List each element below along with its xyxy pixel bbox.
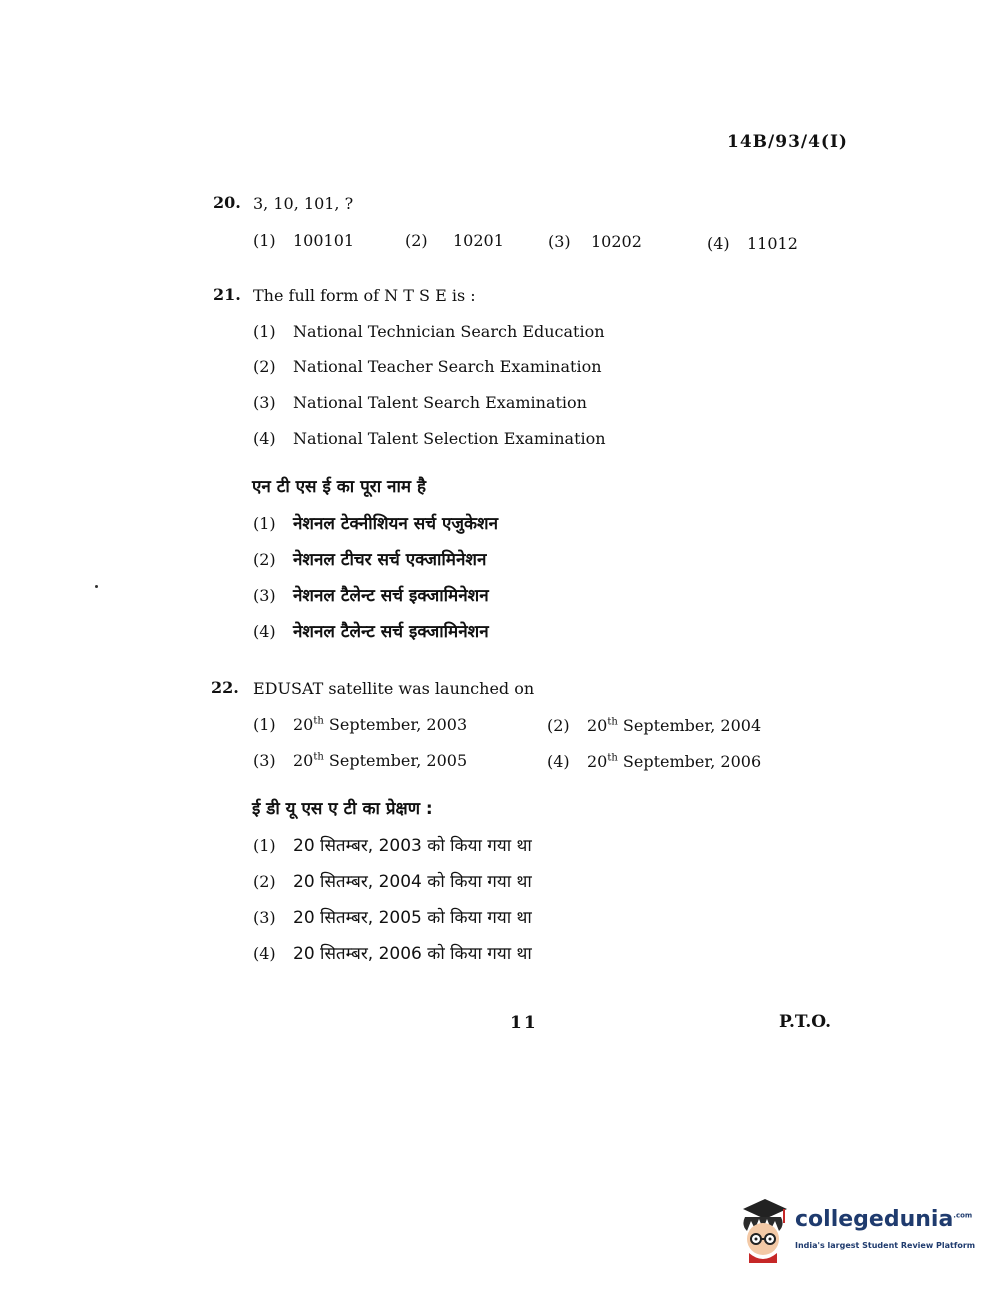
option-item (253, 357, 602, 376)
option-item (707, 234, 798, 253)
hindi-option-item (253, 547, 486, 570)
page-number: 11 (510, 1013, 538, 1033)
question-text: The full form of N T S E is : (253, 286, 476, 305)
option-day: 20 (293, 751, 314, 770)
option-day-suffix: th (607, 716, 618, 728)
option-text: 11012 (747, 234, 798, 253)
option-text: September, 2006 (617, 752, 762, 771)
option-number: (2) (253, 550, 276, 569)
question-number: 20. (213, 193, 241, 212)
question-text: 3, 10, 101, ? (253, 194, 354, 213)
option-day: 20 (587, 716, 608, 735)
option-number: (1) (253, 836, 276, 855)
hindi-option-item (253, 619, 489, 642)
option-text: नेशनल टेक्नीशियन सर्च एजुकेशन (293, 514, 499, 534)
option-item (253, 751, 467, 770)
option-item (405, 231, 504, 250)
option-number: (3) (253, 586, 276, 605)
option-number: (2) (253, 872, 276, 891)
option-number: (4) (253, 622, 276, 641)
question-number: 22. (211, 678, 239, 697)
option-number: (4) (707, 234, 730, 253)
question-text: EDUSAT satellite was launched on (253, 679, 535, 698)
hindi-question-text: ई डी यू एस ए टी का प्रेक्षण : (252, 799, 433, 819)
option-day: 20 (293, 715, 314, 734)
option-item (547, 752, 761, 771)
option-text: नेशनल टीचर सर्च एक्जामिनेशन (293, 550, 487, 570)
option-text: नेशनल टैलेन्ट सर्च इक्जामिनेशन (293, 622, 489, 642)
option-text: September, 2005 (323, 751, 468, 770)
option-number: (3) (548, 232, 571, 251)
option-number: (4) (547, 752, 570, 771)
hindi-question-text: एन टी एस ई का पूरा नाम है (252, 477, 426, 497)
option-number: (1) (253, 715, 276, 734)
option-number: (3) (253, 393, 276, 412)
option-text: September, 2004 (617, 716, 762, 735)
option-text: 100101 (293, 231, 355, 250)
option-item (253, 322, 605, 341)
option-text: 10202 (591, 232, 642, 251)
hindi-option-item (253, 905, 532, 928)
option-text: 10201 (453, 231, 504, 250)
option-text: National Talent Search Examination (293, 393, 587, 412)
option-text: 20 सितम्बर, 2003 को किया गया था (293, 836, 532, 856)
hindi-option-item (253, 941, 532, 964)
option-day: 20 (587, 752, 608, 771)
option-number: (4) (253, 429, 276, 448)
option-text: National Teacher Search Examination (293, 357, 602, 376)
option-day-suffix: th (313, 751, 324, 763)
option-text: 20 सितम्बर, 2005 को किया गया था (293, 908, 532, 928)
option-number: (1) (253, 231, 276, 250)
hindi-option-item (253, 511, 498, 534)
watermark-tagline: India's largest Student Review Platform (795, 1241, 976, 1250)
pto-label: P.T.O. (779, 1012, 831, 1032)
question-number: 21. (213, 285, 241, 304)
option-number: (2) (253, 357, 276, 376)
option-number: (2) (405, 231, 428, 250)
option-text: 20 सितम्बर, 2004 को किया गया था (293, 872, 532, 892)
option-item (253, 393, 587, 412)
option-text: 20 सितम्बर, 2006 को किया गया था (293, 944, 532, 964)
watermark-brand: collegedunia$^{.com}$ (795, 1207, 973, 1232)
hindi-option-item (253, 869, 532, 892)
option-item (253, 429, 606, 448)
option-item (253, 231, 354, 250)
option-day-suffix: th (313, 715, 324, 727)
paper-code: 14B/93/4(I) (727, 132, 848, 152)
option-number: (1) (253, 322, 276, 341)
option-number: (3) (253, 751, 276, 770)
option-text: National Talent Selection Examination (293, 429, 606, 448)
option-item (547, 716, 761, 735)
option-number: (1) (253, 514, 276, 533)
hindi-option-item (253, 833, 532, 856)
stray-mark (95, 585, 98, 588)
option-item (253, 715, 467, 734)
option-item (548, 232, 642, 251)
option-number: (4) (253, 944, 276, 963)
option-text: September, 2003 (323, 715, 468, 734)
option-number: (2) (547, 716, 570, 735)
option-text: National Technician Search Education (293, 322, 605, 341)
option-text: नेशनल टैलेन्ट सर्च इक्जामिनेशन (293, 586, 489, 606)
option-day-suffix: th (607, 752, 618, 764)
option-number: (3) (253, 908, 276, 927)
hindi-option-item (253, 583, 489, 606)
